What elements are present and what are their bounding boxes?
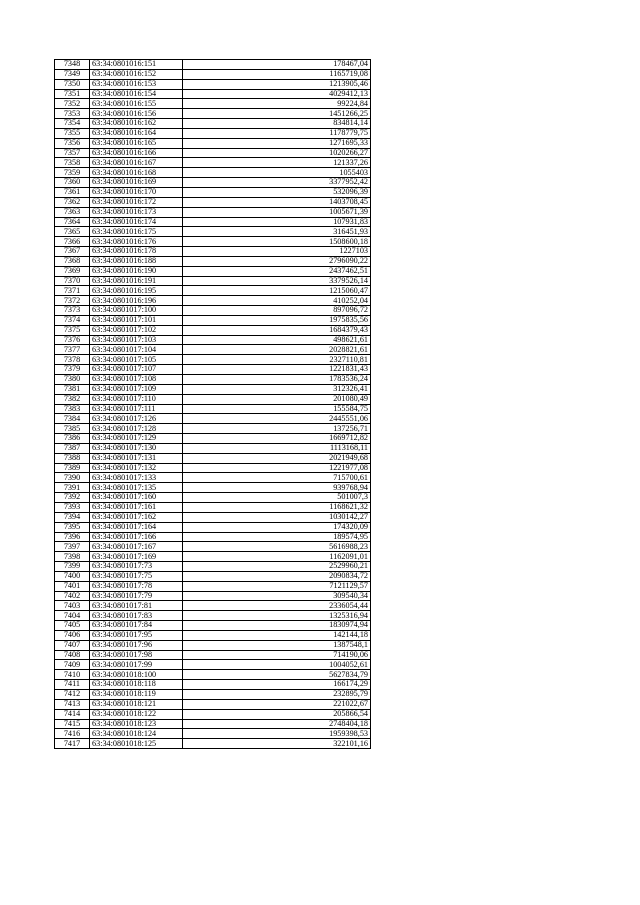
cadastral-number-cell: 63:34:0801018:100: [90, 670, 183, 680]
table-row: [55, 227, 371, 237]
cadastral-value-cell: 2028821,61: [183, 345, 371, 355]
table-row: [55, 562, 371, 572]
cadastral-number-cell: 63:34:0801017:132: [90, 463, 183, 473]
table-row: [55, 237, 371, 247]
row-number-cell: 7400: [55, 571, 90, 581]
cadastral-number-cell: 63:34:0801017:99: [90, 660, 183, 670]
cadastral-number-cell: 63:34:0801017:161: [90, 502, 183, 512]
cadastral-value-cell: 312326,41: [183, 384, 371, 394]
row-number-cell: 7402: [55, 591, 90, 601]
cadastral-value-cell: 232895,79: [183, 690, 371, 700]
row-number-cell: 7382: [55, 394, 90, 404]
cadastral-value-cell: 2748404,18: [183, 719, 371, 729]
table-row: [55, 384, 371, 394]
table-row: [55, 256, 371, 266]
table-row: [55, 276, 371, 286]
row-number-cell: 7370: [55, 276, 90, 286]
table-row: [55, 119, 371, 129]
table-row: [55, 158, 371, 168]
cadastral-number-cell: 63:34:0801018:125: [90, 739, 183, 749]
cadastral-value-cell: 7121129,57: [183, 581, 371, 591]
row-number-cell: 7366: [55, 237, 90, 247]
row-number-cell: 7374: [55, 315, 90, 325]
cadastral-number-cell: 63:34:0801016:165: [90, 138, 183, 148]
table-row: [55, 630, 371, 640]
table-body: [55, 60, 371, 749]
cadastral-value-cell: 4029412,13: [183, 89, 371, 99]
cadastral-value-cell: 1669712,82: [183, 434, 371, 444]
cadastral-value-cell: 5627834,79: [183, 670, 371, 680]
table-row: [55, 217, 371, 227]
row-number-cell: 7372: [55, 296, 90, 306]
row-number-cell: 7356: [55, 138, 90, 148]
cadastral-number-cell: 63:34:0801017:129: [90, 434, 183, 444]
cadastral-number-cell: 63:34:0801017:73: [90, 562, 183, 572]
table-row: [55, 197, 371, 207]
cadastral-number-cell: 63:34:0801016:174: [90, 217, 183, 227]
table-row: [55, 453, 371, 463]
cadastral-value-cell: 715700,61: [183, 473, 371, 483]
row-number-cell: 7401: [55, 581, 90, 591]
row-number-cell: 7389: [55, 463, 90, 473]
row-number-cell: 7409: [55, 660, 90, 670]
row-number-cell: 7359: [55, 168, 90, 178]
row-number-cell: 7368: [55, 256, 90, 266]
cadastral-number-cell: 63:34:0801017:126: [90, 414, 183, 424]
row-number-cell: 7381: [55, 384, 90, 394]
cadastral-number-cell: 63:34:0801016:191: [90, 276, 183, 286]
cadastral-number-cell: 63:34:0801017:75: [90, 571, 183, 581]
cadastral-number-cell: 63:34:0801017:108: [90, 375, 183, 385]
table-row: [55, 89, 371, 99]
table-row: [55, 404, 371, 414]
cadastral-value-cell: 189574,95: [183, 532, 371, 542]
cadastral-value-cell: 1178779,75: [183, 128, 371, 138]
row-number-cell: 7353: [55, 109, 90, 119]
cadastral-number-cell: 63:34:0801017:130: [90, 443, 183, 453]
cadastral-value-cell: 309540,34: [183, 591, 371, 601]
table-row: [55, 739, 371, 749]
cadastral-value-cell: 121337,26: [183, 158, 371, 168]
cadastral-value-cell: 1451266,25: [183, 109, 371, 119]
row-number-cell: 7392: [55, 493, 90, 503]
row-number-cell: 7406: [55, 630, 90, 640]
row-number-cell: 7417: [55, 739, 90, 749]
cadastral-value-cell: 2796090,22: [183, 256, 371, 266]
row-number-cell: 7414: [55, 709, 90, 719]
cadastral-number-cell: 63:34:0801016:178: [90, 247, 183, 257]
cadastral-number-cell: 63:34:0801016:196: [90, 296, 183, 306]
table-row: [55, 148, 371, 158]
cadastral-value-cell: 498621,61: [183, 335, 371, 345]
cadastral-number-cell: 63:34:0801017:169: [90, 552, 183, 562]
table-row: [55, 424, 371, 434]
table-row: [55, 345, 371, 355]
cadastral-value-cell: 2327110,81: [183, 355, 371, 365]
row-number-cell: 7357: [55, 148, 90, 158]
cadastral-number-cell: 63:34:0801017:102: [90, 325, 183, 335]
table-row: [55, 286, 371, 296]
row-number-cell: 7411: [55, 680, 90, 690]
cadastral-value-cell: 501007,3: [183, 493, 371, 503]
table-row: [55, 247, 371, 257]
cadastral-value-cell: 155584,75: [183, 404, 371, 414]
cadastral-value-cell: 99224,84: [183, 99, 371, 109]
row-number-cell: 7394: [55, 512, 90, 522]
table-row: [55, 296, 371, 306]
cadastral-value-cell: 166174,29: [183, 680, 371, 690]
row-number-cell: 7407: [55, 640, 90, 650]
cadastral-value-cell: 1055403: [183, 168, 371, 178]
cadastral-value-cell: 201080,49: [183, 394, 371, 404]
table-row: [55, 266, 371, 276]
cadastral-value-cell: 1403708,45: [183, 197, 371, 207]
cadastral-value-cell: 174320,09: [183, 522, 371, 532]
row-number-cell: 7413: [55, 699, 90, 709]
cadastral-number-cell: 63:34:0801017:166: [90, 532, 183, 542]
table-row: [55, 178, 371, 188]
table-row: [55, 601, 371, 611]
cadastral-number-cell: 63:34:0801018:123: [90, 719, 183, 729]
row-number-cell: 7350: [55, 79, 90, 89]
cadastral-value-cell: 1004052,61: [183, 660, 371, 670]
row-number-cell: 7412: [55, 690, 90, 700]
cadastral-number-cell: 63:34:0801016:166: [90, 148, 183, 158]
cadastral-value-cell: 1684379,43: [183, 325, 371, 335]
table-row: [55, 522, 371, 532]
cadastral-value-cell: 2021949,68: [183, 453, 371, 463]
cadastral-value-cell: 2090834,72: [183, 571, 371, 581]
row-number-cell: 7369: [55, 266, 90, 276]
row-number-cell: 7395: [55, 522, 90, 532]
cadastral-number-cell: 63:34:0801017:131: [90, 453, 183, 463]
table-row: [55, 680, 371, 690]
row-number-cell: 7375: [55, 325, 90, 335]
table-row: [55, 463, 371, 473]
row-number-cell: 7348: [55, 60, 90, 70]
row-number-cell: 7416: [55, 729, 90, 739]
row-number-cell: 7398: [55, 552, 90, 562]
cadastral-value-cell: 2336054,44: [183, 601, 371, 611]
row-number-cell: 7349: [55, 69, 90, 79]
cadastral-value-cell: 1975835,56: [183, 315, 371, 325]
row-number-cell: 7377: [55, 345, 90, 355]
row-number-cell: 7371: [55, 286, 90, 296]
row-number-cell: 7360: [55, 178, 90, 188]
cadastral-value-cell: 221022,67: [183, 699, 371, 709]
cadastral-number-cell: 63:34:0801018:118: [90, 680, 183, 690]
cadastral-value-cell: 1959398,53: [183, 729, 371, 739]
cadastral-number-cell: 63:34:0801017:160: [90, 493, 183, 503]
cadastral-value-cell: 137256,71: [183, 424, 371, 434]
cadastral-number-cell: 63:34:0801017:98: [90, 650, 183, 660]
cadastral-number-cell: 63:34:0801016:176: [90, 237, 183, 247]
row-number-cell: 7351: [55, 89, 90, 99]
cadastral-number-cell: 63:34:0801017:83: [90, 611, 183, 621]
row-number-cell: 7378: [55, 355, 90, 365]
cadastral-value-cell: 2445551,06: [183, 414, 371, 424]
cadastral-number-cell: 63:34:0801016:164: [90, 128, 183, 138]
cadastral-number-cell: 63:34:0801016:153: [90, 79, 183, 89]
cadastral-value-cell: 1783536,24: [183, 375, 371, 385]
cadastral-number-cell: 63:34:0801017:110: [90, 394, 183, 404]
cadastral-value-cell: 834814,14: [183, 119, 371, 129]
table-row: [55, 483, 371, 493]
cadastral-number-cell: 63:34:0801016:154: [90, 89, 183, 99]
cadastral-number-cell: 63:34:0801017:105: [90, 355, 183, 365]
cadastral-value-cell: 1387548,1: [183, 640, 371, 650]
row-number-cell: 7376: [55, 335, 90, 345]
cadastral-value-cell: 1030142,27: [183, 512, 371, 522]
cadastral-value-cell: 2437462,51: [183, 266, 371, 276]
cadastral-number-cell: 63:34:0801018:122: [90, 709, 183, 719]
row-number-cell: 7415: [55, 719, 90, 729]
row-number-cell: 7355: [55, 128, 90, 138]
row-number-cell: 7391: [55, 483, 90, 493]
table-row: [55, 611, 371, 621]
table-row: [55, 532, 371, 542]
row-number-cell: 7358: [55, 158, 90, 168]
cadastral-number-cell: 63:34:0801016:172: [90, 197, 183, 207]
table-row: [55, 69, 371, 79]
cadastral-number-cell: 63:34:0801016:190: [90, 266, 183, 276]
cadastral-number-cell: 63:34:0801016:188: [90, 256, 183, 266]
table-row: [55, 394, 371, 404]
cadastral-value-cell: 1213905,46: [183, 79, 371, 89]
table-row: [55, 493, 371, 503]
cadastral-number-cell: 63:34:0801016:162: [90, 119, 183, 129]
cadastral-number-cell: 63:34:0801017:167: [90, 542, 183, 552]
cadastral-number-cell: 63:34:0801017:109: [90, 384, 183, 394]
row-number-cell: 7380: [55, 375, 90, 385]
table-row: [55, 640, 371, 650]
row-number-cell: 7361: [55, 187, 90, 197]
cadastral-value-cell: 107931,83: [183, 217, 371, 227]
table-row: [55, 414, 371, 424]
cadastral-value-cell: 1168621,32: [183, 502, 371, 512]
table-row: [55, 187, 371, 197]
cadastral-number-cell: 63:34:0801017:95: [90, 630, 183, 640]
cadastral-number-cell: 63:34:0801018:121: [90, 699, 183, 709]
row-number-cell: 7397: [55, 542, 90, 552]
cadastral-number-cell: 63:34:0801018:119: [90, 690, 183, 700]
cadastral-number-cell: 63:34:0801018:124: [90, 729, 183, 739]
row-number-cell: 7365: [55, 227, 90, 237]
cadastral-value-cell: 1215060,47: [183, 286, 371, 296]
cadastral-number-cell: 63:34:0801016:151: [90, 60, 183, 70]
cadastral-number-cell: 63:34:0801017:164: [90, 522, 183, 532]
cadastral-value-cell: 714190,06: [183, 650, 371, 660]
cadastral-value-cell: 1162091,01: [183, 552, 371, 562]
cadastral-number-cell: 63:34:0801017:135: [90, 483, 183, 493]
row-number-cell: 7388: [55, 453, 90, 463]
row-number-cell: 7404: [55, 611, 90, 621]
cadastral-number-cell: 63:34:0801017:133: [90, 473, 183, 483]
table-row: [55, 542, 371, 552]
row-number-cell: 7410: [55, 670, 90, 680]
table-row: [55, 443, 371, 453]
table-row: [55, 709, 371, 719]
row-number-cell: 7362: [55, 197, 90, 207]
cadastral-value-cell: 1271695,33: [183, 138, 371, 148]
cadastral-number-cell: 63:34:0801017:111: [90, 404, 183, 414]
table-row: [55, 434, 371, 444]
table-row: [55, 670, 371, 680]
table-row: [55, 168, 371, 178]
cadastral-number-cell: 63:34:0801016:173: [90, 207, 183, 217]
row-number-cell: 7405: [55, 621, 90, 631]
table-row: [55, 621, 371, 631]
cadastral-value-cell: 532096,39: [183, 187, 371, 197]
cadastral-value-cell: 897096,72: [183, 306, 371, 316]
row-number-cell: 7383: [55, 404, 90, 414]
cadastral-value-cell: 1020266,27: [183, 148, 371, 158]
cadastral-value-cell: 322101,16: [183, 739, 371, 749]
cadastral-value-cell: 1830974,94: [183, 621, 371, 631]
cadastral-value-cell: 1227103: [183, 247, 371, 257]
table-row: [55, 355, 371, 365]
row-number-cell: 7393: [55, 502, 90, 512]
cadastral-value-cell: 316451,93: [183, 227, 371, 237]
table-row: [55, 473, 371, 483]
cadastral-number-cell: 63:34:0801017:78: [90, 581, 183, 591]
row-number-cell: 7390: [55, 473, 90, 483]
cadastral-number-cell: 63:34:0801017:107: [90, 365, 183, 375]
row-number-cell: 7373: [55, 306, 90, 316]
table-row: [55, 690, 371, 700]
table-row: [55, 591, 371, 601]
table-row: [55, 315, 371, 325]
table-row: [55, 571, 371, 581]
cadastral-number-cell: 63:34:0801017:128: [90, 424, 183, 434]
cadastral-number-cell: 63:34:0801016:169: [90, 178, 183, 188]
cadastral-value-cell: 1221977,08: [183, 463, 371, 473]
cadastral-number-cell: 63:34:0801017:100: [90, 306, 183, 316]
cadastral-number-cell: 63:34:0801016:152: [90, 69, 183, 79]
row-number-cell: 7384: [55, 414, 90, 424]
table-row: [55, 128, 371, 138]
cadastral-value-cell: 3377952,42: [183, 178, 371, 188]
cadastral-number-cell: 63:34:0801017:101: [90, 315, 183, 325]
cadastral-number-cell: 63:34:0801016:175: [90, 227, 183, 237]
cadastral-number-cell: 63:34:0801016:167: [90, 158, 183, 168]
row-number-cell: 7367: [55, 247, 90, 257]
table-row: [55, 512, 371, 522]
cadastral-value-cell: 5616988,23: [183, 542, 371, 552]
table-row: [55, 650, 371, 660]
table-row: [55, 138, 371, 148]
table-row: [55, 729, 371, 739]
table-row: [55, 306, 371, 316]
cadastral-value-cell: 142144,18: [183, 630, 371, 640]
cadastral-number-cell: 63:34:0801016:195: [90, 286, 183, 296]
row-number-cell: 7363: [55, 207, 90, 217]
cadastral-value-cell: 1165719,08: [183, 69, 371, 79]
row-number-cell: 7352: [55, 99, 90, 109]
table-row: [55, 335, 371, 345]
cadastral-value-cell: 3379526,14: [183, 276, 371, 286]
cadastral-number-cell: 63:34:0801017:96: [90, 640, 183, 650]
cadastral-value-cell: 1325316,94: [183, 611, 371, 621]
row-number-cell: 7386: [55, 434, 90, 444]
cadastral-number-cell: 63:34:0801016:156: [90, 109, 183, 119]
cadastral-number-cell: 63:34:0801016:168: [90, 168, 183, 178]
row-number-cell: 7354: [55, 119, 90, 129]
row-number-cell: 7403: [55, 601, 90, 611]
table-row: [55, 502, 371, 512]
table-row: [55, 109, 371, 119]
row-number-cell: 7364: [55, 217, 90, 227]
cadastral-value-cell: 2529960,21: [183, 562, 371, 572]
cadastral-value-cell: 1508600,18: [183, 237, 371, 247]
cadastral-number-cell: 63:34:0801017:162: [90, 512, 183, 522]
cadastral-value-cell: 178467,04: [183, 60, 371, 70]
cadastral-value-cell: 1221831,43: [183, 365, 371, 375]
table-row: [55, 552, 371, 562]
cadastral-number-cell: 63:34:0801016:155: [90, 99, 183, 109]
row-number-cell: 7379: [55, 365, 90, 375]
table-row: [55, 719, 371, 729]
table-row: [55, 99, 371, 109]
row-number-cell: 7385: [55, 424, 90, 434]
cadastral-number-cell: 63:34:0801017:104: [90, 345, 183, 355]
table-row: [55, 79, 371, 89]
cadastral-number-cell: 63:34:0801016:170: [90, 187, 183, 197]
table-row: [55, 581, 371, 591]
cadastral-number-cell: 63:34:0801017:84: [90, 621, 183, 631]
cadastral-value-cell: 1113168,11: [183, 443, 371, 453]
cadastral-number-cell: 63:34:0801017:103: [90, 335, 183, 345]
table-row: [55, 207, 371, 217]
row-number-cell: 7399: [55, 562, 90, 572]
cadastral-value-cell: 410252,04: [183, 296, 371, 306]
table-row: [55, 375, 371, 385]
cadastral-number-cell: 63:34:0801017:79: [90, 591, 183, 601]
table-row: [55, 660, 371, 670]
row-number-cell: 7387: [55, 443, 90, 453]
row-number-cell: 7408: [55, 650, 90, 660]
cadastral-value-cell: 939768,94: [183, 483, 371, 493]
cadastral-value-cell: 205866,54: [183, 709, 371, 719]
cadastral-value-table: [54, 59, 371, 749]
cadastral-value-cell: 1005671,39: [183, 207, 371, 217]
table-row: [55, 325, 371, 335]
table-row: [55, 365, 371, 375]
table-row: [55, 699, 371, 709]
cadastral-number-cell: 63:34:0801017:81: [90, 601, 183, 611]
table-row: [55, 60, 371, 70]
row-number-cell: 7396: [55, 532, 90, 542]
